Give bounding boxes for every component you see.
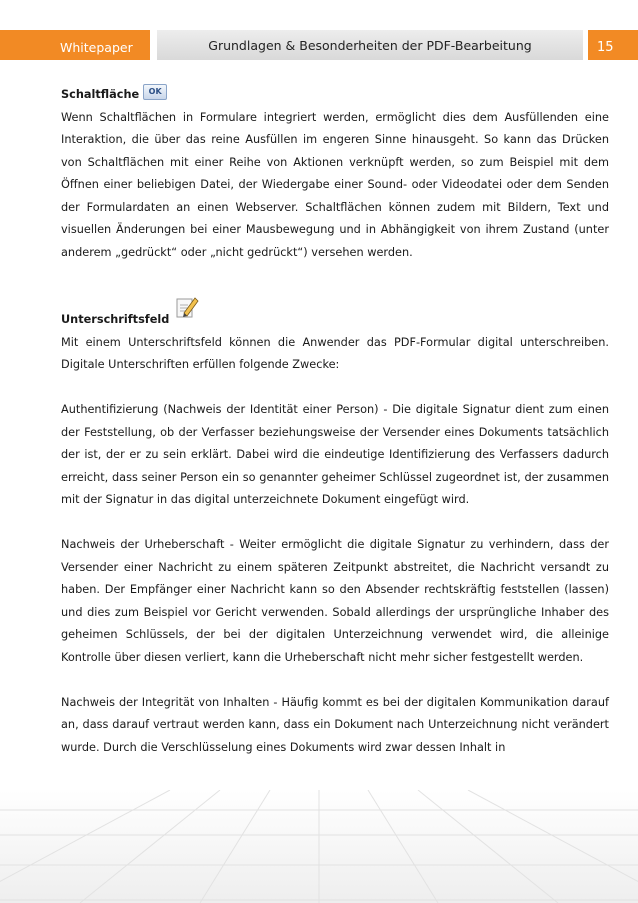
header-title: Grundlagen & Besonderheiten der PDF-Bearbeitung [157, 30, 583, 60]
paragraph-integritaet: Nachweis der Integrität von Inhalten - Häufig kommt es bei der digitalen Kommunikation darauf an, dass darauf vertraut werden kann, dass ein Dokument nach Unterzeichnung nicht verändert wurde. Durch die Verschlüsselung eines Dokuments wird zwar dessen Inhalt in [61, 695, 609, 754]
page-number: 15 [588, 30, 638, 60]
paragraph-authentifizierung: Authentifizierung (Nachweis der Identität einer Person) - Die digitale Signatur dient zum einen der Feststellung, ob der Verfasser beziehungsweise der Versender eines Dokuments tatsächlich der ist, der er zu sein erklärt. Dabei wird die eindeutige Identifizierung des Verfassers dadurch erreicht, dass seiner Person ein so genannter geheimer Schlüssel zugeordnet ist, der zusammen mit der Signatur in das digital unterzeichnete Dokument eingefügt wird. [61, 403, 609, 506]
footer-decoration [0, 790, 638, 903]
heading-text: Unterschriftsfeld [61, 313, 170, 326]
ok-button-icon: OK [143, 84, 167, 100]
heading-text: Schaltfläche [61, 88, 140, 101]
signature-pencil-icon [175, 295, 199, 328]
paragraph-unterschrift-intro: Mit einem Unterschriftsfeld können die Anwender das PDF-Formular digital unterschreiben. Digitale Unterschriften erfüllen folgende Zwecke: [61, 335, 609, 371]
section-heading-schaltflaeche [61, 84, 609, 107]
paragraph-urheberschaft: Nachweis der Urheberschaft - Weiter ermöglicht die digitale Signatur zu verhindern, dass der Versender einer Nachricht zu einem späteren Zeitpunkt abstreitet, die Nachricht versandt zu haben. Der Empfänger einer Nachricht kann so den Absender rechtskräftig feststellen (lassen) und dies zum Beispiel vor Gericht verwenden. Sobald allerdings der ursprüngliche Inhaber des geheimen Schlüssels, der bei der digitalen Unterzeichnung verwendet wird, die alleinige Kontrolle über diesen verliert, kann die Urheberschaft nicht mehr sicher festgestellt werden. [61, 538, 609, 664]
paragraph-schaltflaeche: Wenn Schaltflächen in Formulare integriert werden, ermöglicht dies dem Ausfüllenden eine Interaktion, die über das reine Ausfüllen im engeren Sinne hinausgeht. So kann das Drücken von Schaltflächen mit einer Reihe von Aktionen verknüpft werden, so zum Beispiel mit dem Öffnen einer beliebigen Datei, der Wiedergabe einer Sound- oder Videodatei oder dem Senden der Formulardaten an einen Webserver. Schaltflächen können zudem mit Bildern, Text und visuellen Änderungen bei einer Mausbewegung und in Abhängigkeit von ihrem Zustand (unter anderem „gedrückt“ oder „nicht gedrückt“) versehen werden. [61, 110, 609, 259]
page-content [61, 84, 609, 759]
header-section-label: Whitepaper [0, 30, 150, 60]
section-heading-unterschriftsfeld [61, 309, 609, 332]
page-header [0, 30, 638, 60]
